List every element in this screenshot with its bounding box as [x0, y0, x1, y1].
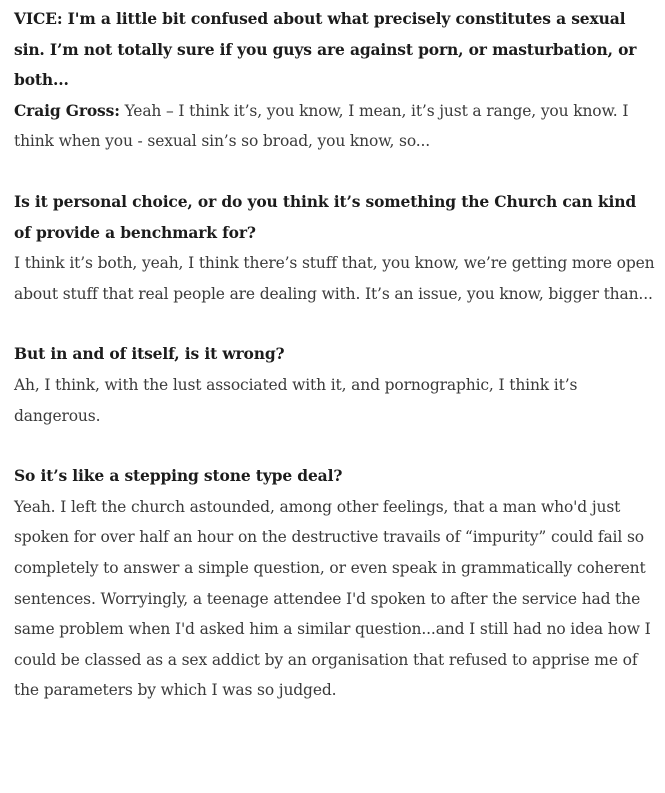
interview-question: So it’s like a stepping stone type deal?	[14, 466, 343, 486]
speaker-name: Craig Gross:	[14, 100, 120, 120]
qa-block-1	[14, 4, 655, 157]
answer-text: Yeah – I think it’s, you know, I mean, it’s just a range, you know. I think when you - sexual sin’s so broad, you know, so...	[14, 101, 629, 151]
interview-question: VICE: I'm a little bit confused about what precisely constitutes a sexual sin. I’m not totally sure if you guys are against porn, or masturbation, or both...	[14, 9, 637, 90]
qa-block-4	[14, 461, 655, 706]
interview-answer: I think it’s both, yeah, I think there’s stuff that, you know, we’re getting more open about stuff that real people are dealing with. It’s an issue, you know, bigger than...	[14, 254, 655, 303]
interview-question: But in and of itself, is it wrong?	[14, 344, 285, 364]
qa-block-3	[14, 339, 655, 431]
interview-answer: Yeah. I left the church astounded, among other feelings, that a man who'd just spoken for over half an hour on the destructive travails of “impurity” could fail so completely to answer a simple question, or even speak in grammatically coherent sentences. Worryingly, a teenage attendee I'd spoken to after the service had the same problem when I'd asked him a similar question...and I still had no idea how I could be classed as a sex addict by an organisation that refused to apprise me of the parameters by which I was so judged.	[14, 497, 651, 700]
interview-answer	[14, 96, 655, 157]
interview-question: Is it personal choice, or do you think it’s something the Church can kind of provide a benchmark for?	[14, 191, 637, 242]
qa-block-2	[14, 187, 655, 309]
interview-answer: Ah, I think, with the lust associated with it, and pornographic, I think it’s dangerous.	[14, 375, 578, 425]
